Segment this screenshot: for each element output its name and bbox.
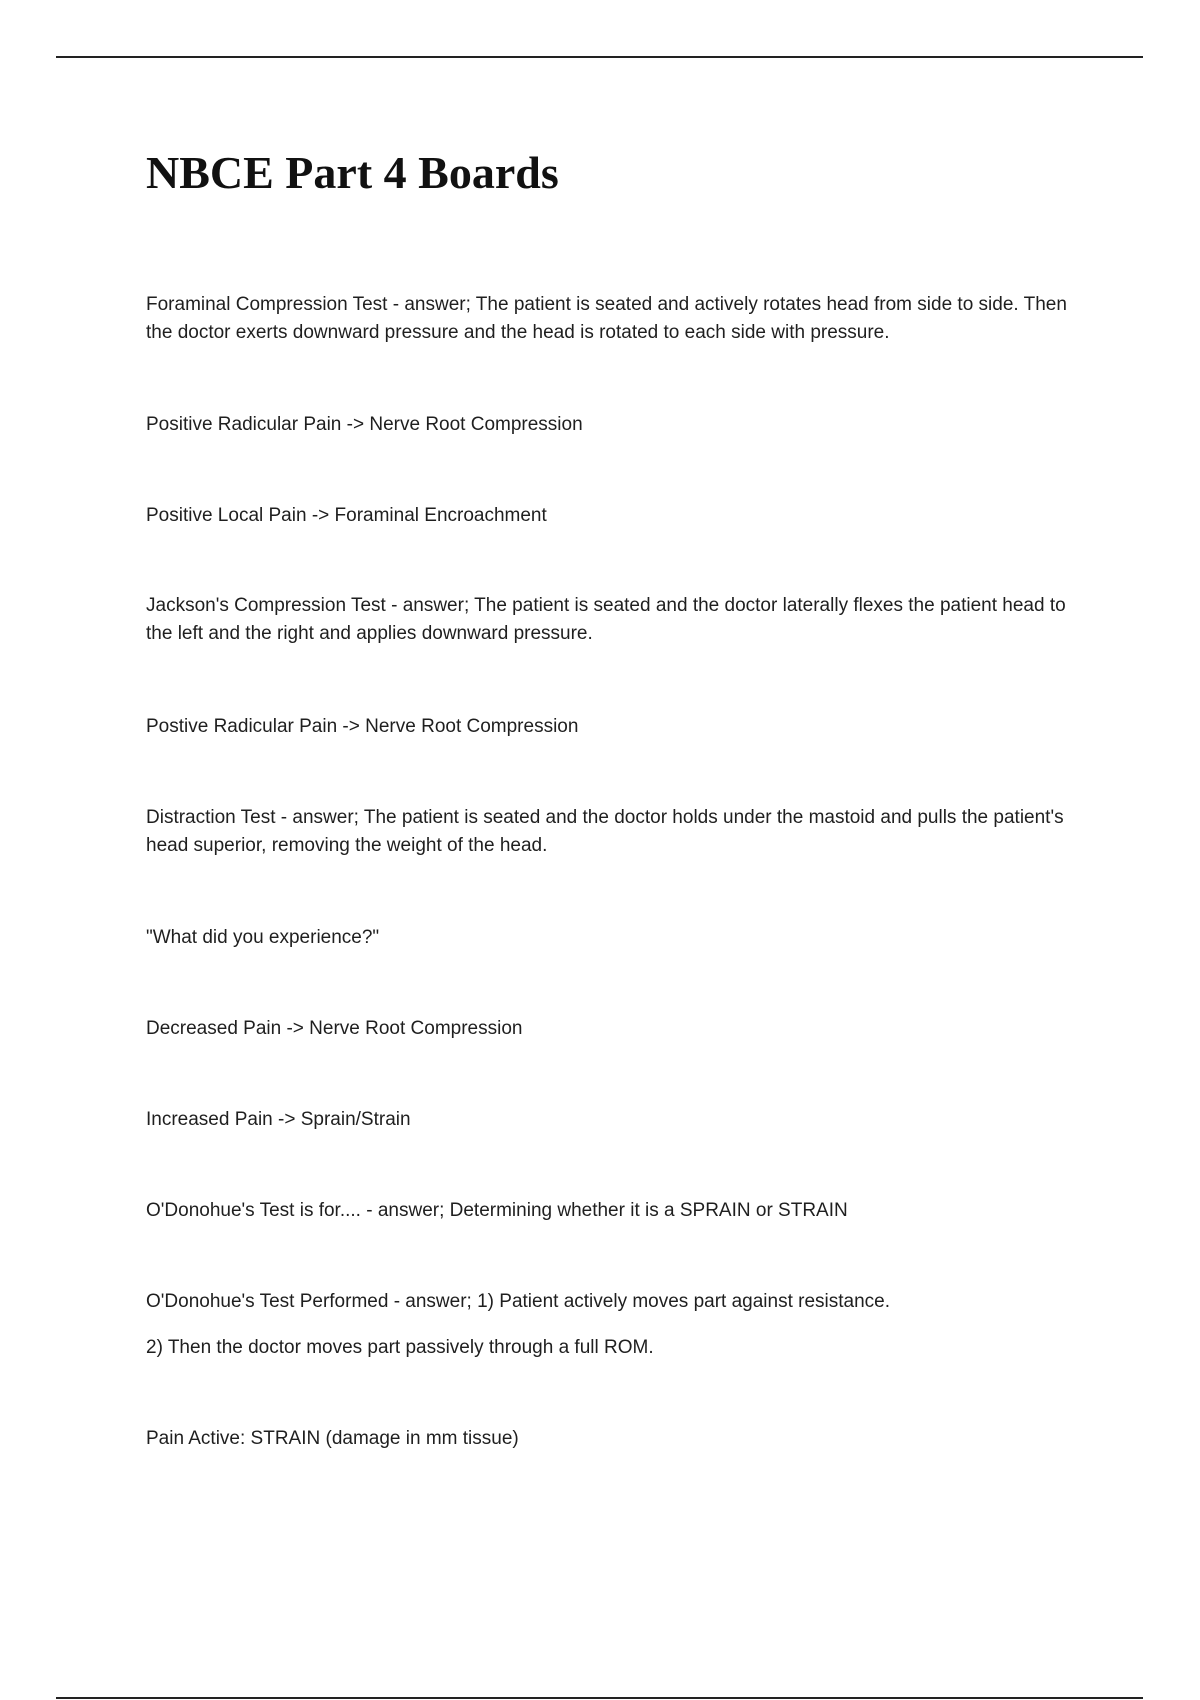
entry-foraminal-compression-test: Foraminal Compression Test - answer; The patient is seated and actively rotates head from side to side. Then the doctor exerts downward pressure and the head is rotated to each side with pressure.	[146, 294, 1067, 343]
entry-postive-radicular-pain: Postive Radicular Pain -> Nerve Root Compression	[146, 716, 579, 737]
entry-positive-local-pain: Positive Local Pain -> Foraminal Encroachment	[146, 505, 547, 526]
entry-pain-active-strain: Pain Active: STRAIN (damage in mm tissue)	[146, 1428, 519, 1449]
entry-odonohues-test-purpose: O'Donohue's Test is for.... - answer; Determining whether it is a SPRAIN or STRAIN	[146, 1200, 848, 1221]
bottom-divider	[56, 1697, 1143, 1699]
page-title: NBCE Part 4 Boards	[146, 147, 559, 198]
entry-positive-radicular-pain: Positive Radicular Pain -> Nerve Root Compression	[146, 414, 583, 435]
entry-increased-pain: Increased Pain -> Sprain/Strain	[146, 1109, 411, 1130]
entry-odonohues-test-performed: O'Donohue's Test Performed - answer; 1) Patient actively moves part against resistance.	[146, 1291, 891, 1312]
entry-odonohues-test-step-2: 2) Then the doctor moves part passively through a full ROM.	[146, 1337, 654, 1358]
entry-distraction-test: Distraction Test - answer; The patient is seated and the doctor holds under the mastoid and pulls the patient's head superior, removing the weight of the head.	[146, 807, 1064, 856]
entry-decreased-pain: Decreased Pain -> Nerve Root Compression	[146, 1018, 523, 1039]
entry-what-did-you-experience: "What did you experience?"	[146, 927, 380, 948]
entry-jacksons-compression-test: Jackson's Compression Test - answer; The patient is seated and the doctor laterally flexes the patient head to the left and the right and applies downward pressure.	[146, 595, 1066, 644]
top-divider	[56, 56, 1143, 58]
